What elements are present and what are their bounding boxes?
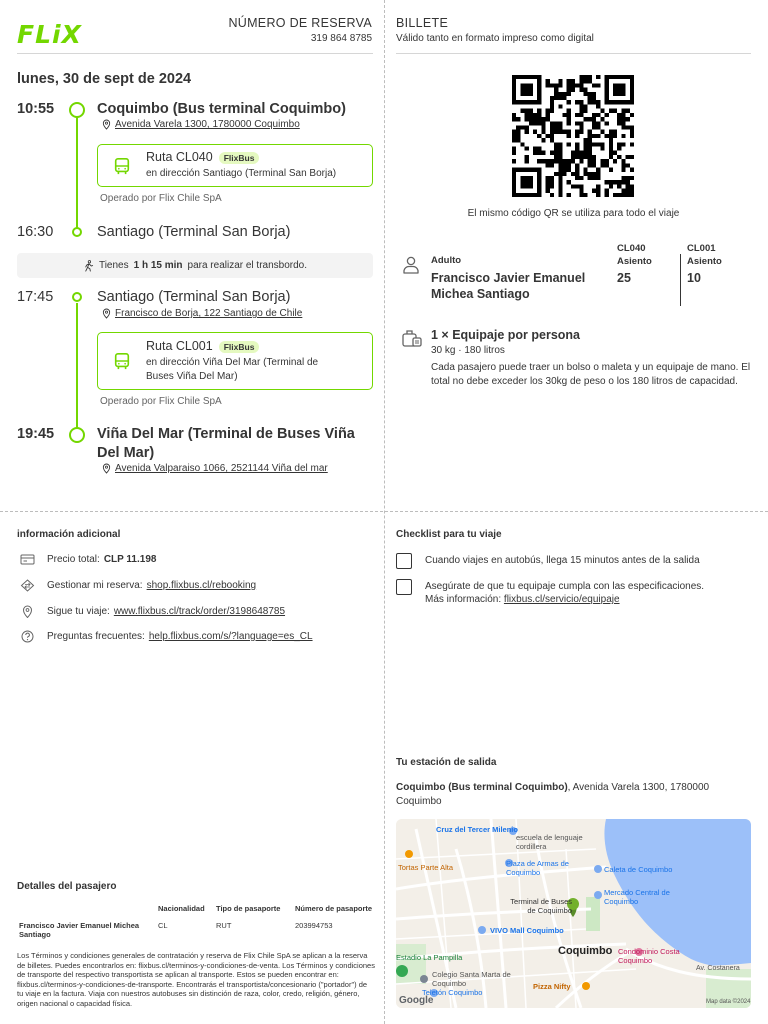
vertical-divider (384, 0, 385, 1024)
transfer-banner (17, 253, 373, 278)
map-label-pizza: Pizza Nifty (533, 982, 571, 991)
map-label-estadio: Estadio La Pampilla (396, 953, 463, 962)
leg1-departure-time: 10:55 (17, 101, 55, 117)
leg2-operator: Operado por Flix Chile SpA (100, 396, 222, 407)
timeline-leg2 (76, 303, 78, 431)
map-label-colegio: Colegio Santa Marta de Coquimbo (432, 970, 511, 988)
transfer-prefix: Tienes (98, 260, 129, 271)
leg2-arrival-time: 19:45 (17, 426, 55, 442)
transfer-suffix: para realizar el transbordo. (187, 260, 308, 271)
map-label-mercado: Mercado Central de Coquimbo (604, 888, 670, 906)
ticket-title: BILLETE (396, 16, 449, 30)
bus-icon (113, 352, 131, 370)
leg2-departure-address[interactable] (102, 308, 302, 319)
seat1-route: CL040 (617, 243, 646, 254)
leg1-operator: Operado por Flix Chile SpA (100, 193, 222, 204)
checklist-item-2-text (425, 579, 704, 606)
horizontal-divider (0, 511, 768, 512)
transfer-duration: 1 h 15 min (133, 260, 183, 271)
location-pin-icon (102, 308, 111, 319)
pax-table-passport-type: RUT (216, 921, 232, 930)
departure-station-address (396, 781, 746, 808)
manage-row (20, 579, 256, 592)
seat1-label: Asiento (617, 256, 652, 267)
track-label: Sigue tu viaje: (47, 606, 110, 617)
timeline-departure-dot (69, 102, 85, 118)
leg1-address-text: Avenida Varela 1300, 1780000 Coquimbo (115, 119, 300, 130)
map-label-tortas: Tortas Parte Alta (398, 863, 454, 872)
seat1-header (617, 242, 652, 268)
leg1-departure-address[interactable] (102, 119, 300, 130)
location-pin-icon (102, 119, 111, 130)
seat1-number: 25 (617, 271, 631, 285)
timeline-arrival-dot (69, 427, 85, 443)
faq-row (20, 630, 313, 643)
leg2-route-box (97, 332, 373, 390)
bus-icon (113, 157, 131, 175)
leg1-arrival-stop: Santiago (Terminal San Borja) (97, 224, 291, 240)
leg2-departure-stop: Santiago (Terminal San Borja) (97, 289, 291, 305)
price-row (20, 553, 156, 566)
nationality-header: Nacionalidad (158, 904, 205, 913)
ticket-rule (396, 53, 751, 54)
seat2-label: Asiento (687, 256, 722, 267)
leg2-arrival-address-text: Avenida Valparaiso 1066, 2521144 Viña del mar (115, 463, 328, 474)
header-rule (17, 53, 373, 54)
flix-logo: FLiX (17, 20, 82, 49)
passport-number-header: Número de pasaporte (295, 904, 373, 913)
passenger-name: Francisco Javier Emanuel Michea Santiago (431, 271, 586, 301)
leg2-flixbus-badge: FlixBus (219, 341, 260, 353)
map-label-caleta: Caleta de Coquimbo (604, 865, 673, 874)
seat2-number: 10 (687, 271, 701, 285)
map-label-plaza: Plaza de Armas de Coquimbo (506, 859, 569, 877)
map-label-teleton: Teletón Coquimbo (422, 988, 483, 997)
luggage-description: Cada pasajero puede traer un bolso o maleta y un equipaje de mano. El total no debe exceder los 30kg de peso o los 180 litros de capacidad. (431, 362, 751, 387)
question-icon (20, 630, 35, 643)
track-trip-link[interactable]: www.flixbus.cl/track/order/3198648785 (113, 606, 286, 617)
passenger-type: Adulto (431, 255, 462, 266)
luggage-info-link[interactable]: flixbus.cl/servicio/equipaje (503, 594, 620, 605)
additional-info-title: información adicional (17, 529, 121, 540)
luggage-size: 30 kg · 180 litros (431, 345, 505, 356)
leg1-direction: en dirección Santiago (Terminal San Borja) (146, 168, 337, 179)
booking-number: 319 864 8785 (310, 33, 372, 44)
booking-number-title: NÚMERO DE RESERVA (228, 16, 372, 30)
qr-caption: El mismo código QR se utiliza para todo el viaje (467, 208, 680, 219)
location-pin-icon (102, 463, 111, 474)
timeline-transfer-departure-dot (72, 292, 82, 302)
seat-separator (680, 254, 681, 306)
leg1-route-box (97, 144, 373, 187)
leg2-direction: en dirección Viña Del Mar (Terminal de Buses Viña Del Mar) (146, 357, 319, 382)
checkbox[interactable] (396, 579, 412, 595)
checklist-item-1-text: Cuando viajes en autobús, llega 15 minutos antes de la salida (425, 555, 700, 566)
checklist-item-luggage (396, 579, 704, 606)
leg1-departure-stop: Coquimbo (Bus terminal Coquimbo) (97, 101, 346, 117)
map-label-coquimbo: Coquimbo (558, 945, 613, 957)
trip-date: lunes, 30 de sept de 2024 (17, 71, 192, 87)
manage-label: Gestionar mi reserva: (47, 580, 143, 591)
station-map[interactable] (396, 819, 751, 1008)
receipt-icon (20, 553, 35, 566)
checklist-item-arrive-early (396, 553, 700, 569)
leg2-arrival-stop: Viña Del Mar (Terminal de Buses Viña Del Mar) (97, 426, 355, 461)
person-icon (401, 255, 421, 275)
passport-type-header: Tipo de pasaporte (216, 904, 281, 913)
departure-station-title: Tu estación de salida (396, 757, 497, 768)
passenger-details-title: Detalles del pasajero (17, 881, 117, 892)
walking-icon (83, 260, 94, 272)
leg1-arrival-time: 16:30 (17, 224, 54, 240)
google-logo: Google (399, 995, 434, 1006)
timeline-leg1 (76, 117, 78, 232)
seat2-header (687, 242, 722, 268)
swap-icon (20, 579, 35, 592)
departure-station-name: Coquimbo (Bus terminal Coquimbo) (396, 782, 568, 793)
map-label-cruz: Cruz del Tercer Milenio (436, 825, 518, 834)
luggage-icon (401, 328, 423, 348)
checkbox[interactable] (396, 553, 412, 569)
price-value: CLP 11.198 (103, 554, 157, 565)
leg2-route-label: Ruta CL001 (146, 339, 213, 353)
checklist-title: Checklist para tu viaje (396, 529, 502, 540)
leg2-route-name (146, 339, 259, 353)
price-label: Precio total: (47, 554, 100, 565)
location-pin-icon (20, 605, 35, 618)
seat2-route: CL001 (687, 243, 716, 254)
leg1-route-label: Ruta CL040 (146, 150, 213, 164)
checklist-more-label: Más información: (425, 594, 502, 605)
manage-booking-link[interactable]: shop.flixbus.cl/rebooking (146, 580, 257, 591)
map-attribution: Map data ©2024 (706, 999, 751, 1005)
map-label-condominio: Condominio Costa Coquimbo (618, 947, 680, 965)
pax-table-nationality: CL (158, 921, 168, 930)
leg2-departure-time: 17:45 (17, 289, 54, 305)
map-label-escuela: escuela de lenguaje cordillera (516, 833, 583, 851)
pax-table-passport-number: 203994753 (295, 921, 333, 930)
departure-station-street: , Avenida Varela 1300, 1780000 Coquimbo (396, 782, 710, 807)
luggage-title: 1 × Equipaje por persona (431, 328, 580, 342)
pax-table-name: Francisco Javier Emanuel Michea Santiago (19, 921, 140, 939)
timeline-transfer-arrival-dot (72, 227, 82, 237)
qr-code (509, 75, 637, 197)
terms-text: Los Términos y condiciones generales de contratación y reserva de Flix Chile SpA se aplican a la reserva de billetes. Puedes encontrarlos en: flixbus.cl/terminos-y-condiciones-de-venta. Los Términos y condiciones de transporte del respectivo transportista se aplican al transporte. Estos se pueden encontrar en: flixbus.cl/terminos-y-condiciones-de-transporte. Encontrarás el transportista/concesionario ("portador") de tu viaje en la factura. Viaja con nuestros autobuses sin distinción de raza, color, credo, religión, género, origen nacional o capacidad física. (17, 951, 375, 1008)
leg2-arrival-address[interactable] (102, 463, 328, 474)
faq-label: Preguntas frecuentes: (47, 631, 145, 642)
map-label-terminal: Terminal de Buses de Coquimbo (510, 897, 572, 915)
map-label-vivo: VIVO Mall Coquimbo (490, 926, 564, 935)
track-row (20, 605, 285, 618)
checklist-item-2-line1: Asegúrate de que tu equipaje cumpla con las especificaciones. (425, 581, 705, 592)
leg1-route-name (146, 150, 259, 164)
checklist-item-2-line2 (425, 593, 704, 606)
leg1-flixbus-badge: FlixBus (219, 152, 260, 164)
ticket-subtitle: Válido tanto en formato impreso como digital (396, 33, 594, 44)
map-label-costanera: Av. Costanera (696, 965, 740, 972)
faq-link[interactable]: help.flixbus.com/s/?language=es_CL (148, 631, 313, 642)
leg2-address-text: Francisco de Borja, 122 Santiago de Chile (115, 308, 303, 319)
